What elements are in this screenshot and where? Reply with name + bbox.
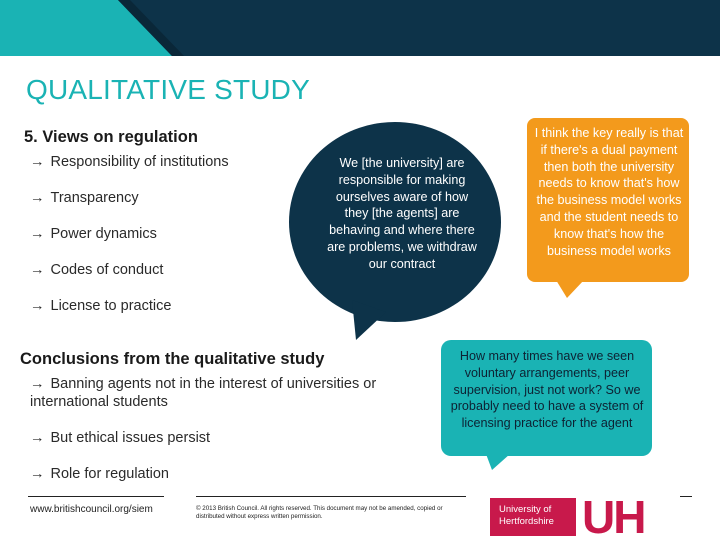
bullet-item: → Power dynamics bbox=[30, 226, 157, 242]
bullet-item: → But ethical issues persist bbox=[30, 430, 211, 446]
footer-divider bbox=[196, 496, 466, 497]
bullet-item: → License to practice bbox=[30, 298, 172, 314]
orange-quote-text: I think the key really is that if there's a dual payment then both the university needs to know that's how the business model works and the student needs to know that's how the business model works bbox=[534, 126, 684, 258]
footer-url[interactable]: www.britishcouncil.org/siem bbox=[30, 504, 153, 515]
teal-quote-text: How many times have we seen voluntary arrangements, peer supervision, just not work? So we probably need to have a system of licensing practice for the agent bbox=[450, 349, 644, 431]
footer-copyright: © 2013 British Council. All rights reserved. This document may not be amended, copied or distributed without express written permission. bbox=[196, 505, 443, 520]
bullet-item: → Banning agents not in the interest of universities or international students bbox=[30, 376, 377, 410]
bullet-item: → Transparency bbox=[30, 190, 139, 206]
footer-divider bbox=[28, 496, 164, 497]
bullet-item: → Codes of conduct bbox=[30, 262, 164, 278]
section-heading-conclusions: Conclusions from the qualitative study bbox=[20, 350, 325, 368]
bullet-item: → Role for regulation bbox=[30, 466, 169, 482]
page-title: QUALITATIVE STUDY bbox=[26, 74, 310, 105]
footer-divider bbox=[680, 496, 692, 497]
university-logo-mark: UH bbox=[582, 491, 645, 543]
dark-quote-text: We [the university] are responsible for making ourselves aware of how they [the agents] are behaving and where there are problems, we withdraw our contract bbox=[327, 156, 477, 271]
university-logo-text: University of Hertfordshire bbox=[499, 504, 554, 527]
bullet-item: → Responsibility of institutions bbox=[30, 154, 229, 170]
section-heading-regulation: 5. Views on regulation bbox=[24, 128, 198, 146]
